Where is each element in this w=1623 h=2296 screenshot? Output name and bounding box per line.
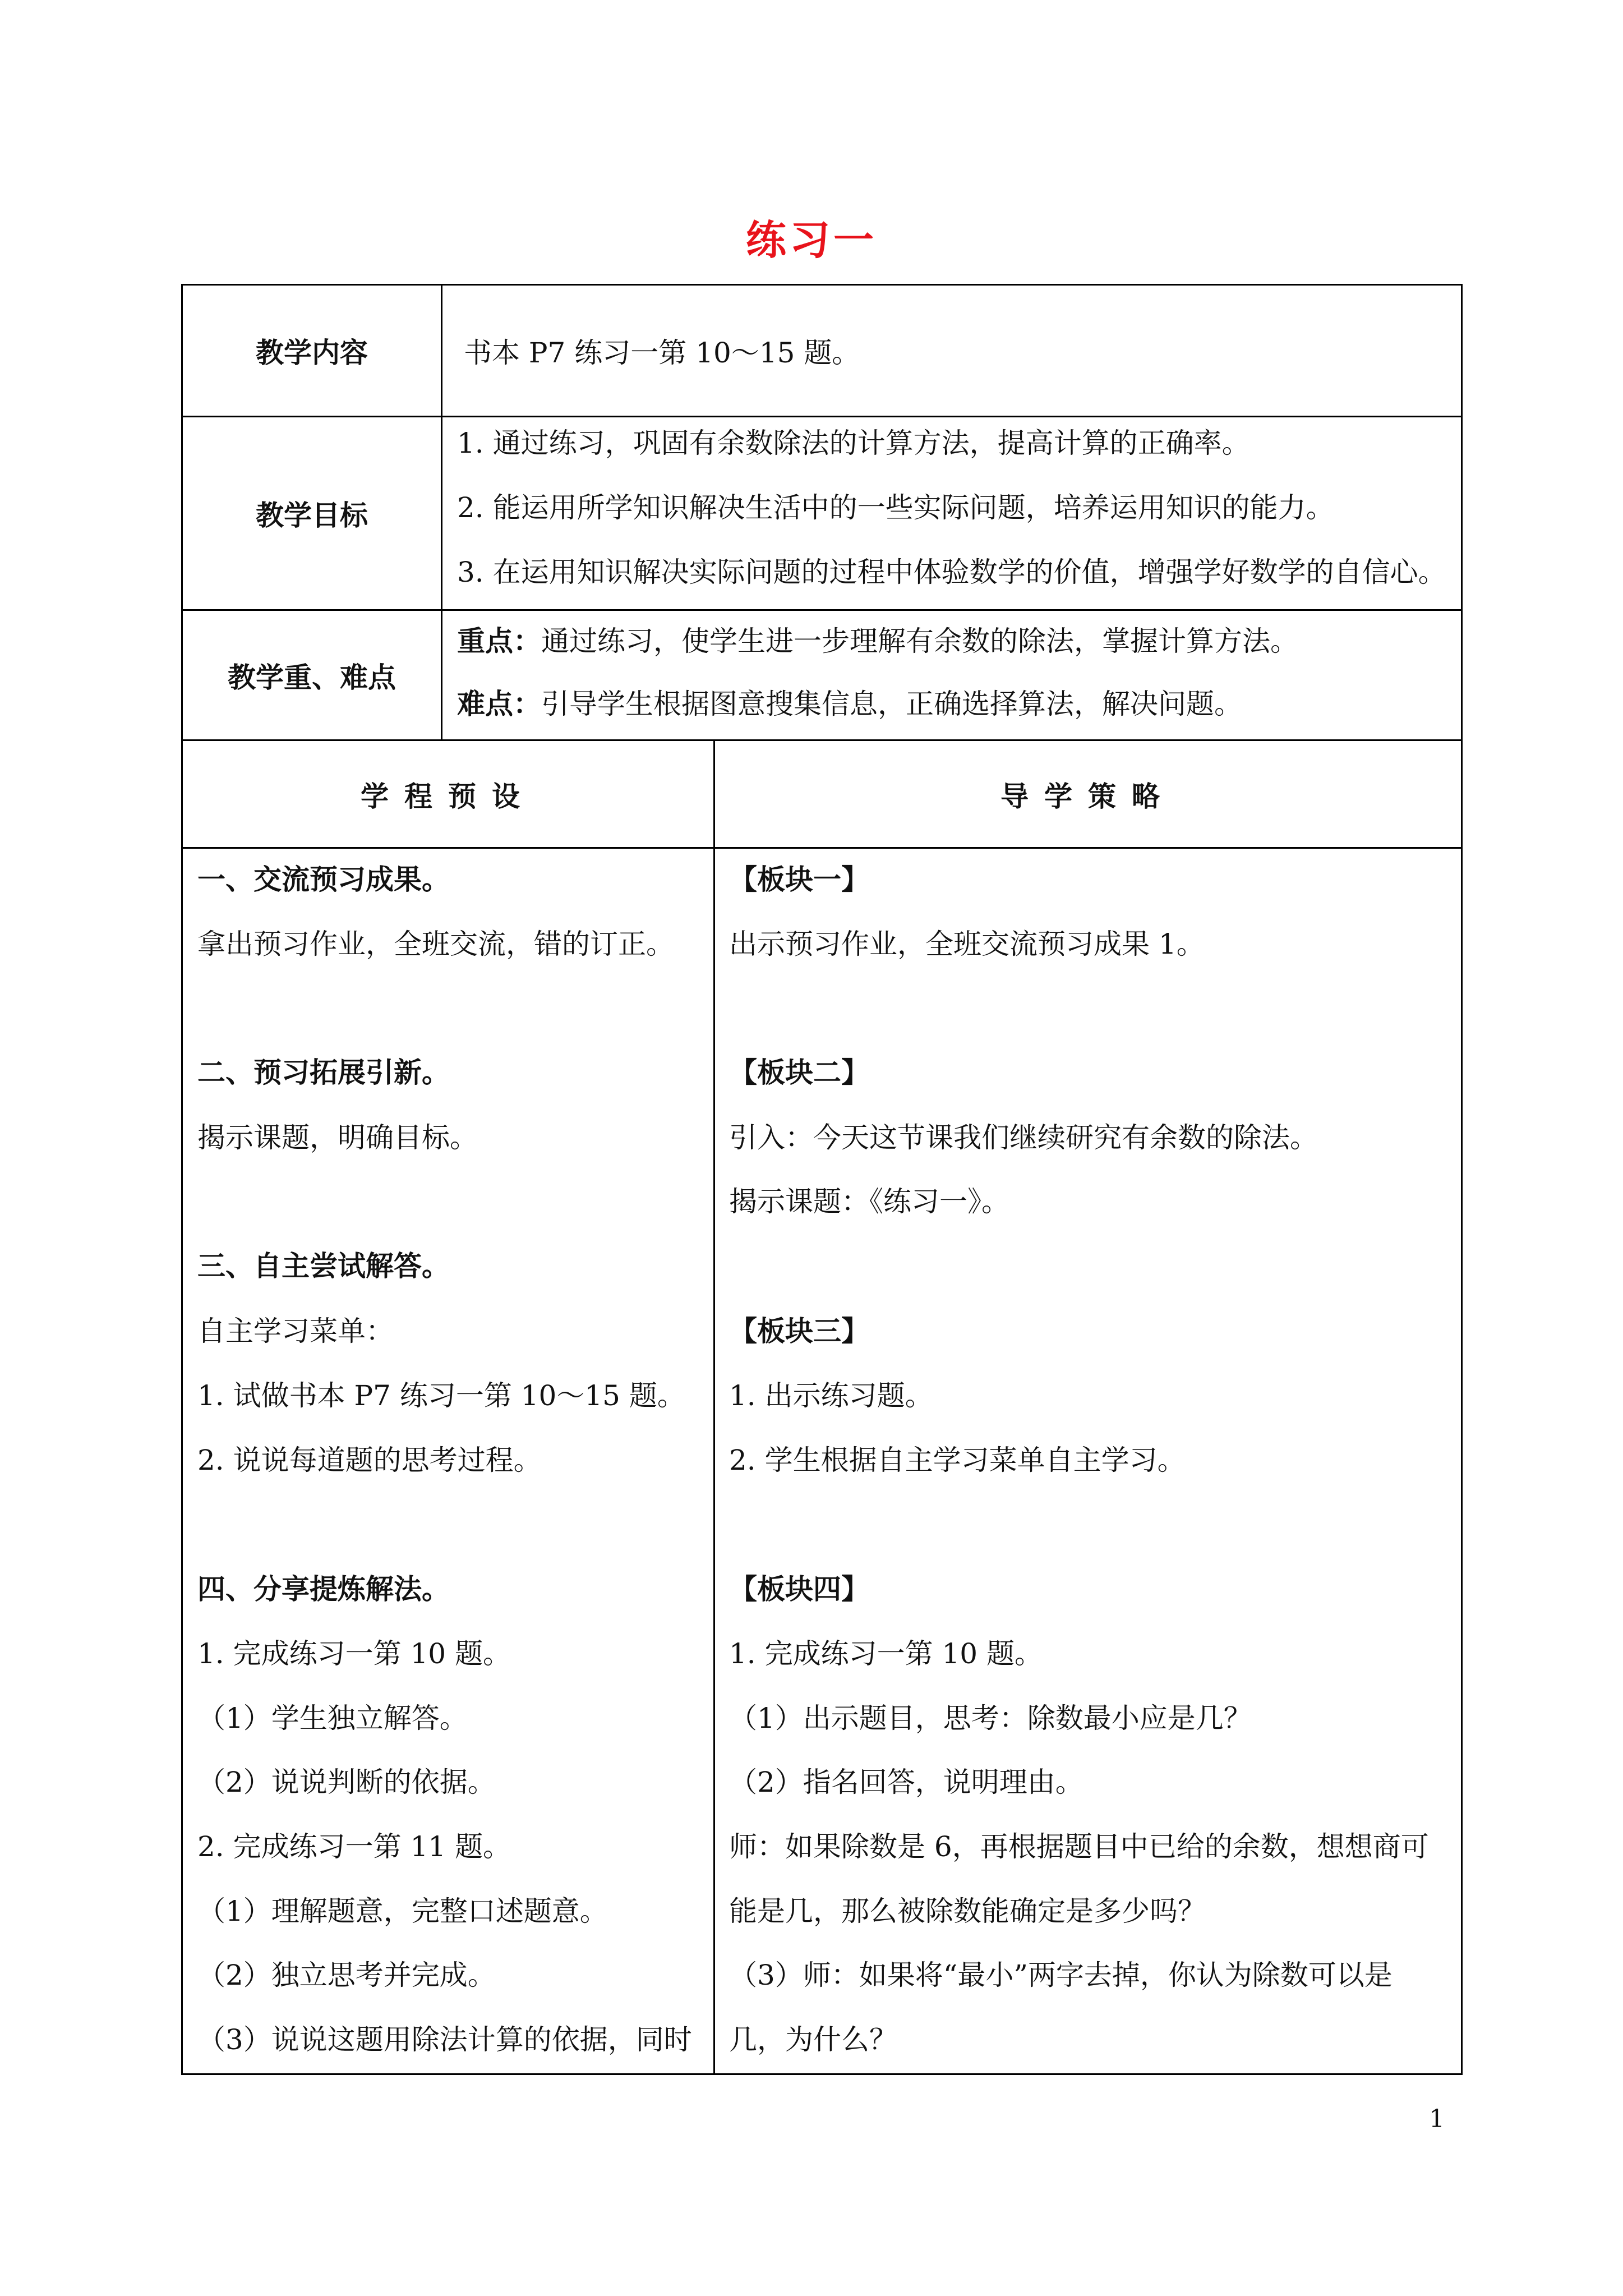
list-item: 2. 完成练习一第 11 题。	[197, 1830, 511, 1863]
content-text: 书本 P7 练习一第 10～15 题。	[464, 337, 860, 369]
page-title: 练习一	[745, 217, 877, 264]
objectives-cell	[442, 417, 1461, 609]
left-column-header: 学程预设	[361, 780, 536, 813]
objectives-label: 教学目标	[256, 499, 368, 532]
list-item: 自主学习菜单：	[197, 1315, 394, 1347]
focus-label: 重点：	[457, 625, 541, 657]
block-heading: 【板块三】	[729, 1315, 869, 1347]
list-item: （2）独立思考并完成。	[197, 1959, 496, 1991]
list-item: 出示预习作业，全班交流预习成果 1。	[729, 928, 1205, 960]
key-points-label: 教学重、难点	[228, 661, 396, 694]
difficulty-label: 难点：	[457, 688, 541, 720]
list-item: 揭示课题：《练习一》。	[729, 1185, 1009, 1218]
section-heading: 四、分享提炼解法。	[197, 1573, 450, 1605]
objective-item: 2. 能运用所学知识解决生活中的一些实际问题，培养运用知识的能力。	[457, 491, 1334, 524]
list-item: （3）说说这题用除法计算的依据，同时	[197, 2023, 692, 2056]
list-item: （2）说说判断的依据。	[197, 1766, 496, 1798]
content-cell	[442, 286, 1461, 416]
right-column-header: 导学策略	[1000, 780, 1175, 813]
list-item: 师：如果除数是 6，再根据题目中已给的余数，想想商可	[729, 1830, 1429, 1863]
content-label: 教学内容	[256, 337, 368, 369]
list-item: 1. 完成练习一第 10 题。	[197, 1637, 511, 1670]
objective-item: 1. 通过练习，巩固有余数除法的计算方法，提高计算的正确率。	[457, 427, 1250, 459]
list-item: 引入：今天这节课我们继续研究有余数的除法。	[729, 1121, 1318, 1154]
right-column-body	[729, 849, 1458, 2073]
list-item: 1. 完成练习一第 10 题。	[729, 1637, 1043, 1670]
page-number: 1	[1429, 2105, 1445, 2133]
list-item: （1）学生独立解答。	[197, 1702, 468, 1734]
list-item: 几，为什么？	[729, 2023, 897, 2056]
focus-line	[457, 624, 1298, 658]
left-column-body	[197, 849, 711, 2073]
list-item: 2. 说说每道题的思考过程。	[197, 1444, 542, 1476]
difficulty-text: 引导学生根据图意搜集信息，正确选择算法，解决问题。	[541, 688, 1242, 720]
column-divider	[713, 739, 715, 2075]
block-heading: 【板块二】	[729, 1056, 869, 1089]
list-item: （1）出示题目，思考：除数最小应是几？	[729, 1702, 1252, 1734]
table-border-bottom	[181, 2073, 1463, 2075]
section-heading: 三、自主尝试解答。	[197, 1250, 450, 1282]
list-item: 揭示课题，明确目标。	[197, 1121, 478, 1154]
list-item: （1）理解题意，完整口述题意。	[197, 1895, 608, 1927]
focus-text: 通过练习，使学生进一步理解有余数的除法，掌握计算方法。	[541, 625, 1298, 657]
list-item: 2. 学生根据自主学习菜单自主学习。	[729, 1444, 1186, 1476]
section-heading: 二、预习拓展引新。	[197, 1056, 450, 1089]
list-item: 能是几，那么被除数能确定是多少吗？	[729, 1895, 1206, 1927]
list-item: （2）指名回答，说明理由。	[729, 1766, 1083, 1798]
key-points-cell	[442, 611, 1461, 739]
section-heading: 一、交流预习成果。	[197, 863, 450, 896]
objective-item: 3. 在运用知识解决实际问题的过程中体验数学的价值，增强学好数学的自信心。	[457, 556, 1446, 588]
list-item: 拿出预习作业，全班交流，错的订正。	[197, 928, 674, 960]
list-item: 1. 出示练习题。	[729, 1379, 933, 1412]
block-heading: 【板块一】	[729, 863, 869, 896]
list-item: （3）师：如果将“最小”两字去掉，你认为除数可以是	[729, 1959, 1393, 1991]
table-border-right	[1461, 284, 1463, 2075]
block-heading: 【板块四】	[729, 1573, 869, 1605]
difficulty-line	[457, 687, 1242, 721]
list-item: 1. 试做书本 P7 练习一第 10～15 题。	[197, 1379, 685, 1412]
